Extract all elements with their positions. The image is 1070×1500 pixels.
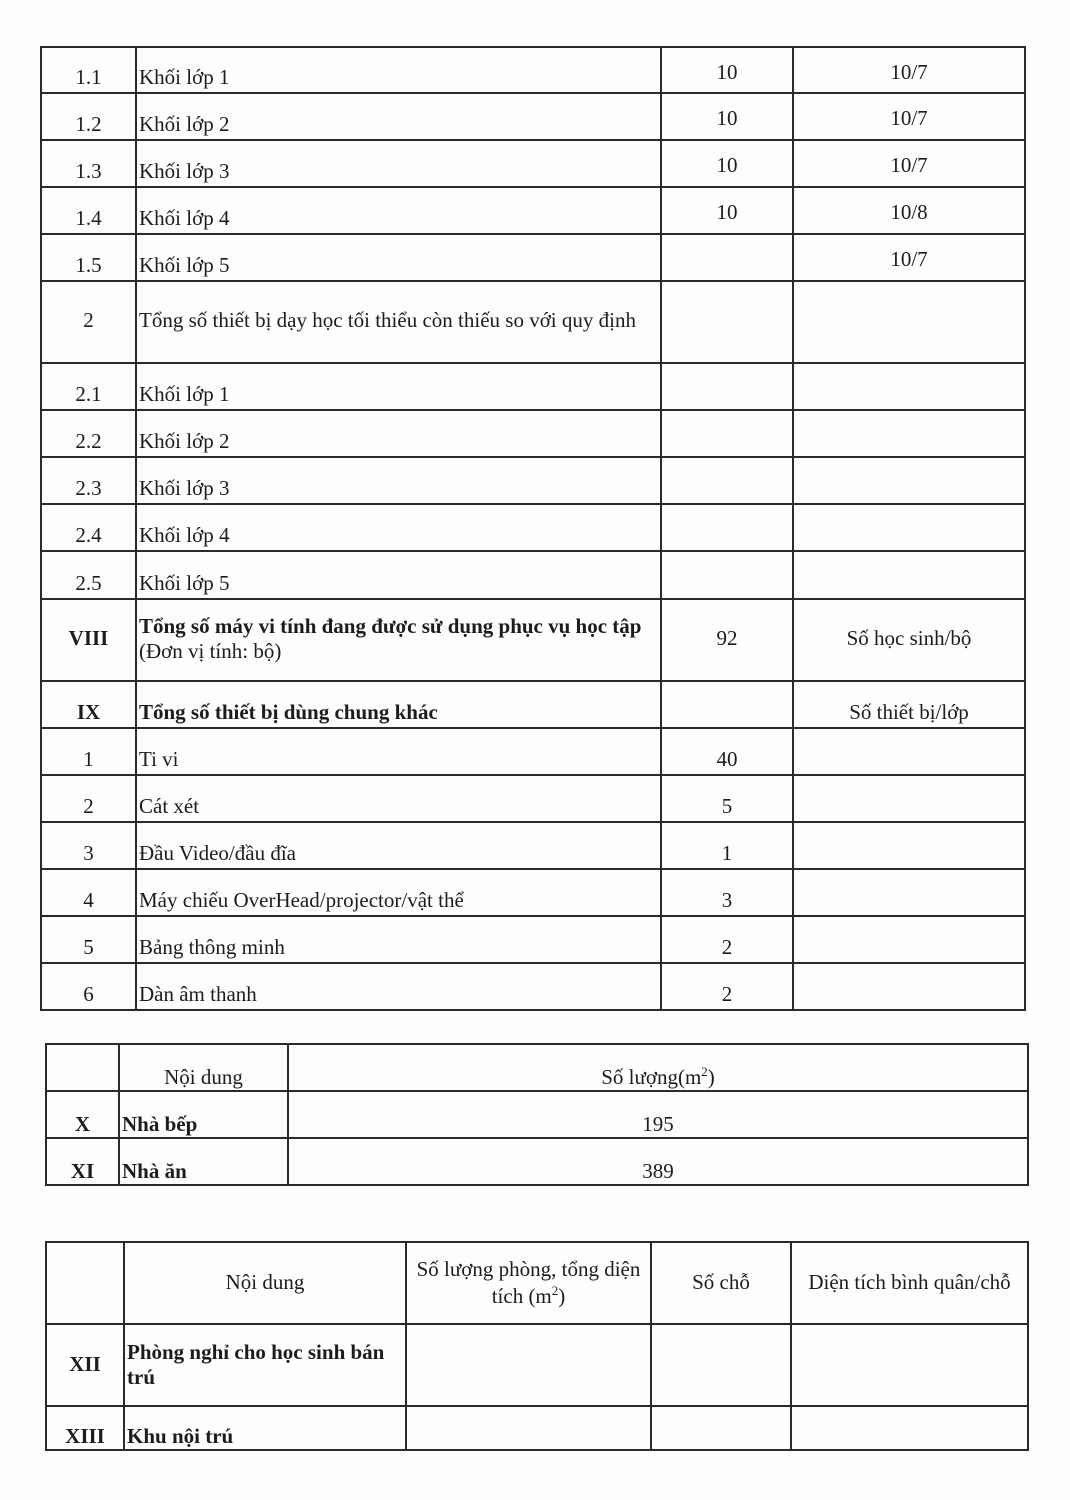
header-seats: Số chỗ [651,1242,791,1324]
row-content: Nhà bếp [119,1091,288,1138]
row-average [791,1324,1028,1406]
row-content: Phòng nghỉ cho học sinh bán trú [124,1324,406,1406]
row-number: 2.1 [41,363,136,410]
row-ratio: 10/7 [793,234,1025,281]
row-number: 1.5 [41,234,136,281]
row-content: Khối lớp 4 [136,504,661,551]
row-number: 3 [41,822,136,869]
header-number [46,1044,119,1091]
header-content: Nội dung [124,1242,406,1324]
row-ratio [793,504,1025,551]
row-ratio: 10/8 [793,187,1025,234]
row-quantity: 2 [661,916,793,963]
table-row [41,728,1025,775]
row-ratio [793,363,1025,410]
row-number: XI [46,1138,119,1185]
row-ratio [793,410,1025,457]
section-row-viii [41,599,1025,681]
table-row [46,1406,1028,1450]
row-content: Khối lớp 5 [136,234,661,281]
row-quantity: 10 [661,140,793,187]
row-number: 1.2 [41,93,136,140]
header-number [46,1242,124,1324]
row-quantity: 10 [661,187,793,234]
table-header-row [46,1044,1028,1091]
row-content-title: Tổng số máy vi tính đang được sử dụng phục vụ học tập [139,613,642,638]
table-row [41,234,1025,281]
row-quantity: 2 [661,963,793,1010]
table-row [41,822,1025,869]
row-quantity [661,681,793,728]
table-row [41,140,1025,187]
row-number: XIII [46,1406,124,1450]
table-row [41,916,1025,963]
header-quantity-sup: 2 [701,1063,708,1079]
row-content: Tổng số thiết bị dạy học tối thiểu còn thiếu so với quy định [136,281,661,363]
row-quantity: 40 [661,728,793,775]
table-row [41,93,1025,140]
table-row [46,1138,1028,1185]
table-row [41,281,1025,363]
row-quantity: 195 [288,1091,1028,1138]
row-ratio [793,281,1025,363]
row-number: 2 [41,281,136,363]
row-number: 1.3 [41,140,136,187]
row-content: Khối lớp 1 [136,363,661,410]
row-content: Khu nội trú [124,1406,406,1450]
row-ratio: 10/7 [793,47,1025,93]
header-content: Nội dung [119,1044,288,1091]
row-number: 2.3 [41,457,136,504]
row-content: Khối lớp 5 [136,551,661,599]
row-ratio [793,728,1025,775]
table-row [41,551,1025,599]
row-content: Cát xét [136,775,661,822]
row-number: VIII [41,599,136,681]
row-content: Khối lớp 3 [136,140,661,187]
row-rooms [406,1406,651,1450]
row-ratio [793,963,1025,1010]
row-ratio [793,822,1025,869]
row-ratio: 10/7 [793,93,1025,140]
boarding-table [45,1241,1029,1451]
row-content-unit: (Đơn vị tính: bộ) [139,639,282,663]
row-content: Nhà ăn [119,1138,288,1185]
table-row [41,363,1025,410]
header-rooms-suffix: ) [558,1283,566,1308]
section-row-ix [41,681,1025,728]
row-seats [651,1324,791,1406]
row-quantity: 10 [661,47,793,93]
row-ratio: 10/7 [793,140,1025,187]
row-quantity [661,281,793,363]
row-ratio [793,457,1025,504]
row-content: Khối lớp 3 [136,457,661,504]
row-number: 1 [41,728,136,775]
header-quantity-prefix: Số lượng(m [601,1064,702,1089]
table-row [41,963,1025,1010]
row-rooms [406,1324,651,1406]
row-content: Khối lớp 2 [136,93,661,140]
table-row [41,47,1025,93]
row-number: 1.4 [41,187,136,234]
row-ratio [793,551,1025,599]
row-quantity: 92 [661,599,793,681]
row-number: 2.4 [41,504,136,551]
row-content: Dàn âm thanh [136,963,661,1010]
kitchen-table [45,1043,1029,1186]
row-number: 6 [41,963,136,1010]
header-rooms-prefix: Số lượng phòng, tổng diện tích (m [416,1257,641,1308]
row-quantity: 10 [661,93,793,140]
table-row [41,457,1025,504]
row-number: 4 [41,869,136,916]
row-number: X [46,1091,119,1138]
row-quantity: 389 [288,1138,1028,1185]
row-number: 1.1 [41,47,136,93]
row-quantity [661,504,793,551]
row-quantity [661,363,793,410]
row-quantity [661,551,793,599]
table-header-row [46,1242,1028,1324]
table-row [46,1324,1028,1406]
row-number: IX [41,681,136,728]
table-row [41,775,1025,822]
row-seats [651,1406,791,1450]
table-row [41,504,1025,551]
header-quantity [288,1044,1028,1091]
header-average: Diện tích bình quân/chỗ [791,1242,1028,1324]
table-row [41,410,1025,457]
row-content: Bảng thông minh [136,916,661,963]
row-ratio [793,916,1025,963]
row-number: 2 [41,775,136,822]
row-content: Khối lớp 2 [136,410,661,457]
row-content: Tổng số thiết bị dùng chung khác [136,681,661,728]
row-number: 5 [41,916,136,963]
row-content: Khối lớp 4 [136,187,661,234]
table-row [41,869,1025,916]
row-ratio [793,869,1025,916]
header-quantity-suffix: ) [707,1064,715,1089]
row-content: Máy chiếu OverHead/projector/vật thể [136,869,661,916]
header-rooms-sup: 2 [551,1282,559,1298]
header-rooms [406,1242,651,1324]
row-number: 2.2 [41,410,136,457]
row-content: Khối lớp 1 [136,47,661,93]
row-quantity: 5 [661,775,793,822]
row-quantity [661,410,793,457]
equipment-table [40,46,1026,1011]
row-quantity [661,457,793,504]
table-row [46,1091,1028,1138]
row-ratio: Số học sinh/bộ [793,599,1025,681]
row-content: Đầu Video/đầu đĩa [136,822,661,869]
row-content: Ti vi [136,728,661,775]
row-number: 2.5 [41,551,136,599]
row-quantity: 3 [661,869,793,916]
row-number: XII [46,1324,124,1406]
row-quantity [661,234,793,281]
row-quantity: 1 [661,822,793,869]
row-content [136,599,661,681]
row-ratio: Số thiết bị/lớp [793,681,1025,728]
table-row [41,187,1025,234]
row-average [791,1406,1028,1450]
row-ratio [793,775,1025,822]
